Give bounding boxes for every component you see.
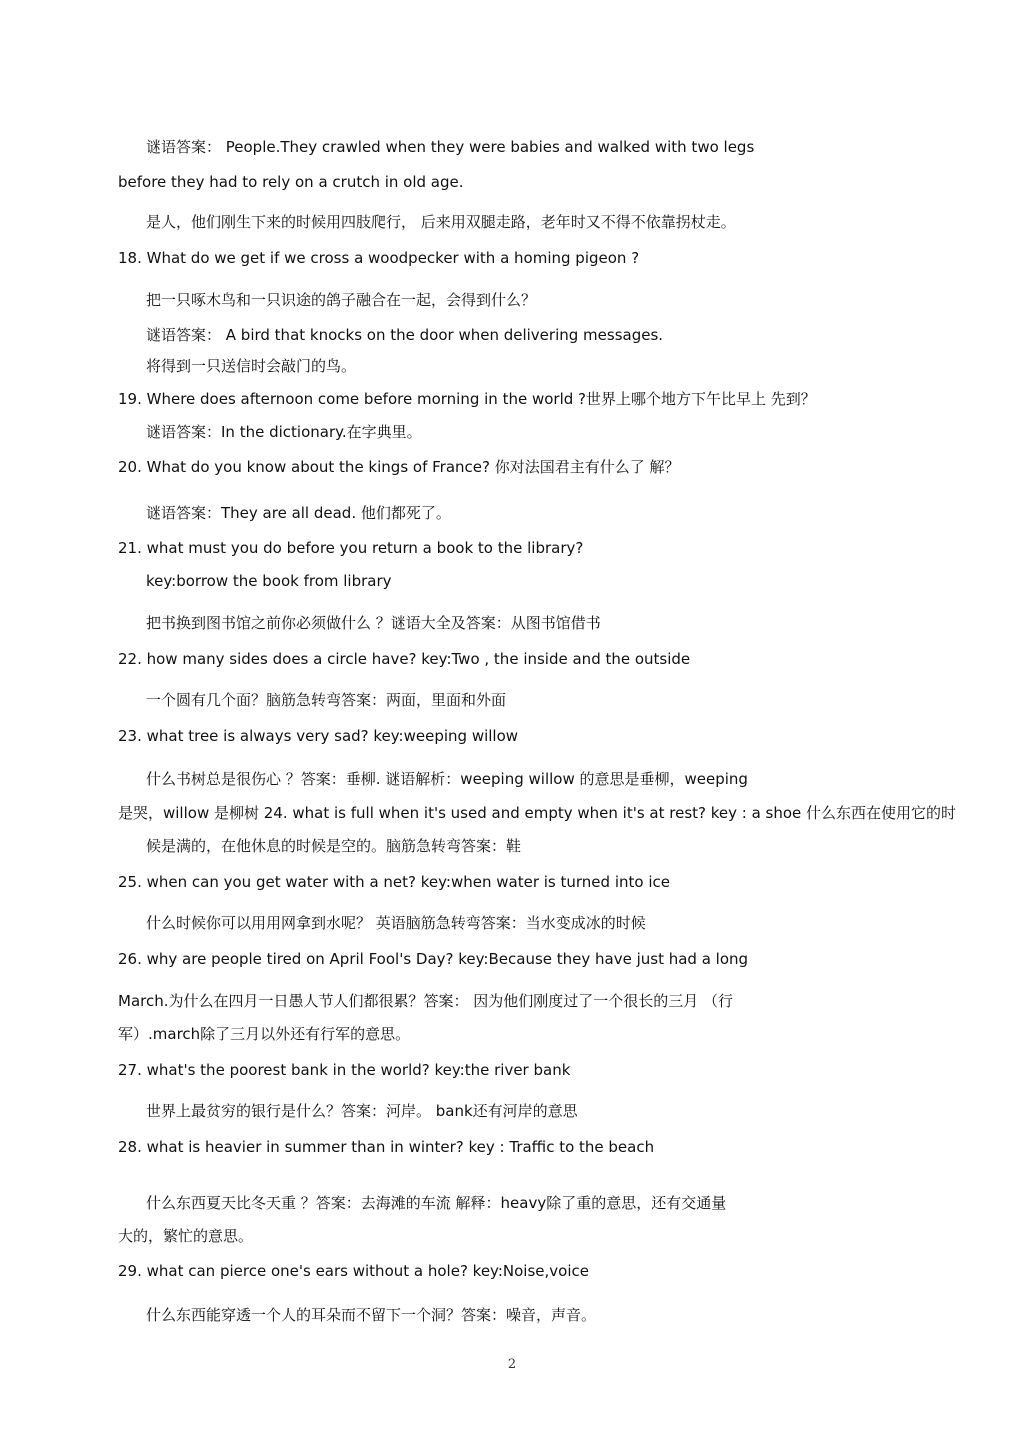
question-29: 29. what can pierce one's ears without a hole? key:Noise,voice [118, 1262, 589, 1280]
question-24: 是哭，willow 是柳树 24. what is full when it's used and empty when it's at rest? key : a shoe 什么东西在使用它的时 [118, 804, 957, 822]
text-line: 大的，繁忙的意思。 [118, 1227, 254, 1245]
text-line: 什么东西能穿透一个人的耳朵而不留下一个洞？答案：噪音，声音。 [146, 1306, 597, 1324]
question-21: 21. what must you do before you return a book to the library? [118, 539, 584, 557]
text-line: before they had to rely on a crutch in old age. [118, 173, 464, 191]
text-line: 谜语答案：They are all dead. 他们都死了。 [146, 504, 451, 522]
text-line: key:borrow the book from library [146, 572, 392, 590]
question-27: 27. what's the poorest bank in the world? key:the river bank [118, 1061, 571, 1079]
text-line: 什么书树总是很伤心 ？答案：垂柳. 谜语解析：weeping willow 的意思是垂柳，weeping [146, 770, 748, 788]
text-line: 世界上最贫穷的银行是什么？答案：河岸。 bank还有河岸的意思 [146, 1102, 578, 1120]
text-line: 候是满的，在他休息的时候是空的。脑筋急转弯答案：鞋 [146, 837, 522, 855]
text-line: 军）.march除了三月以外还有行军的意思。 [118, 1025, 411, 1043]
question-18: 18. What do we get if we cross a woodpecker with a homing pigeon ? [118, 249, 640, 267]
text-line: 把一只啄木鸟和一只识途的鸽子融合在一起，会得到什么？ [146, 291, 537, 309]
text-line: 谜语答案： A bird that knocks on the door when delivering messages. [146, 326, 664, 344]
page-number: 2 [507, 1357, 517, 1372]
text-line: 什么时候你可以用用网拿到水呢？ 英语脑筋急转弯答案：当水变成冰的时候 [146, 914, 646, 932]
question-19: 19. Where does afternoon come before morning in the world ?世界上哪个地方下午比早上 先到？ [118, 390, 816, 408]
text-line: 把书换到图书馆之前你必须做什么 ？谜语大全及答案：从图书馆借书 [146, 614, 601, 632]
text-line: 谜语答案： People.They crawled when they were babies and walked with two legs [146, 138, 755, 156]
question-28: 28. what is heavier in summer than in winter? key : Traffic to the beach [118, 1138, 655, 1156]
question-20: 20. What do you know about the kings of France? 你对法国君主有什么了 解？ [118, 458, 680, 476]
question-22: 22. how many sides does a circle have? key:Two , the inside and the outside [118, 650, 691, 668]
text-line: 一个圆有几个面？脑筋急转弯答案：两面，里面和外面 [146, 691, 507, 709]
question-25: 25. when can you get water with a net? key:when water is turned into ice [118, 873, 670, 891]
text-line: March.为什么在四月一日愚人节人们都很累？答案： 因为他们刚度过了一个很长的三月 （行 [118, 992, 734, 1010]
question-23: 23. what tree is always very sad? key:weeping willow [118, 727, 519, 745]
text-line: 谜语答案：In the dictionary.在字典里。 [146, 423, 422, 441]
text-line: 将得到一只送信时会敲门的鸟。 [146, 357, 357, 375]
question-26: 26. why are people tired on April Fool's Day? key:Because they have just had a long [118, 950, 749, 968]
text-line: 是人，他们刚生下来的时候用四肢爬行， 后来用双腿走路，老年时又不得不依靠拐杖走。 [146, 213, 736, 231]
text-line: 什么东西夏天比冬天重 ？答案：去海滩的车流 解释：heavy除了重的意思，还有交通量 [146, 1194, 727, 1212]
